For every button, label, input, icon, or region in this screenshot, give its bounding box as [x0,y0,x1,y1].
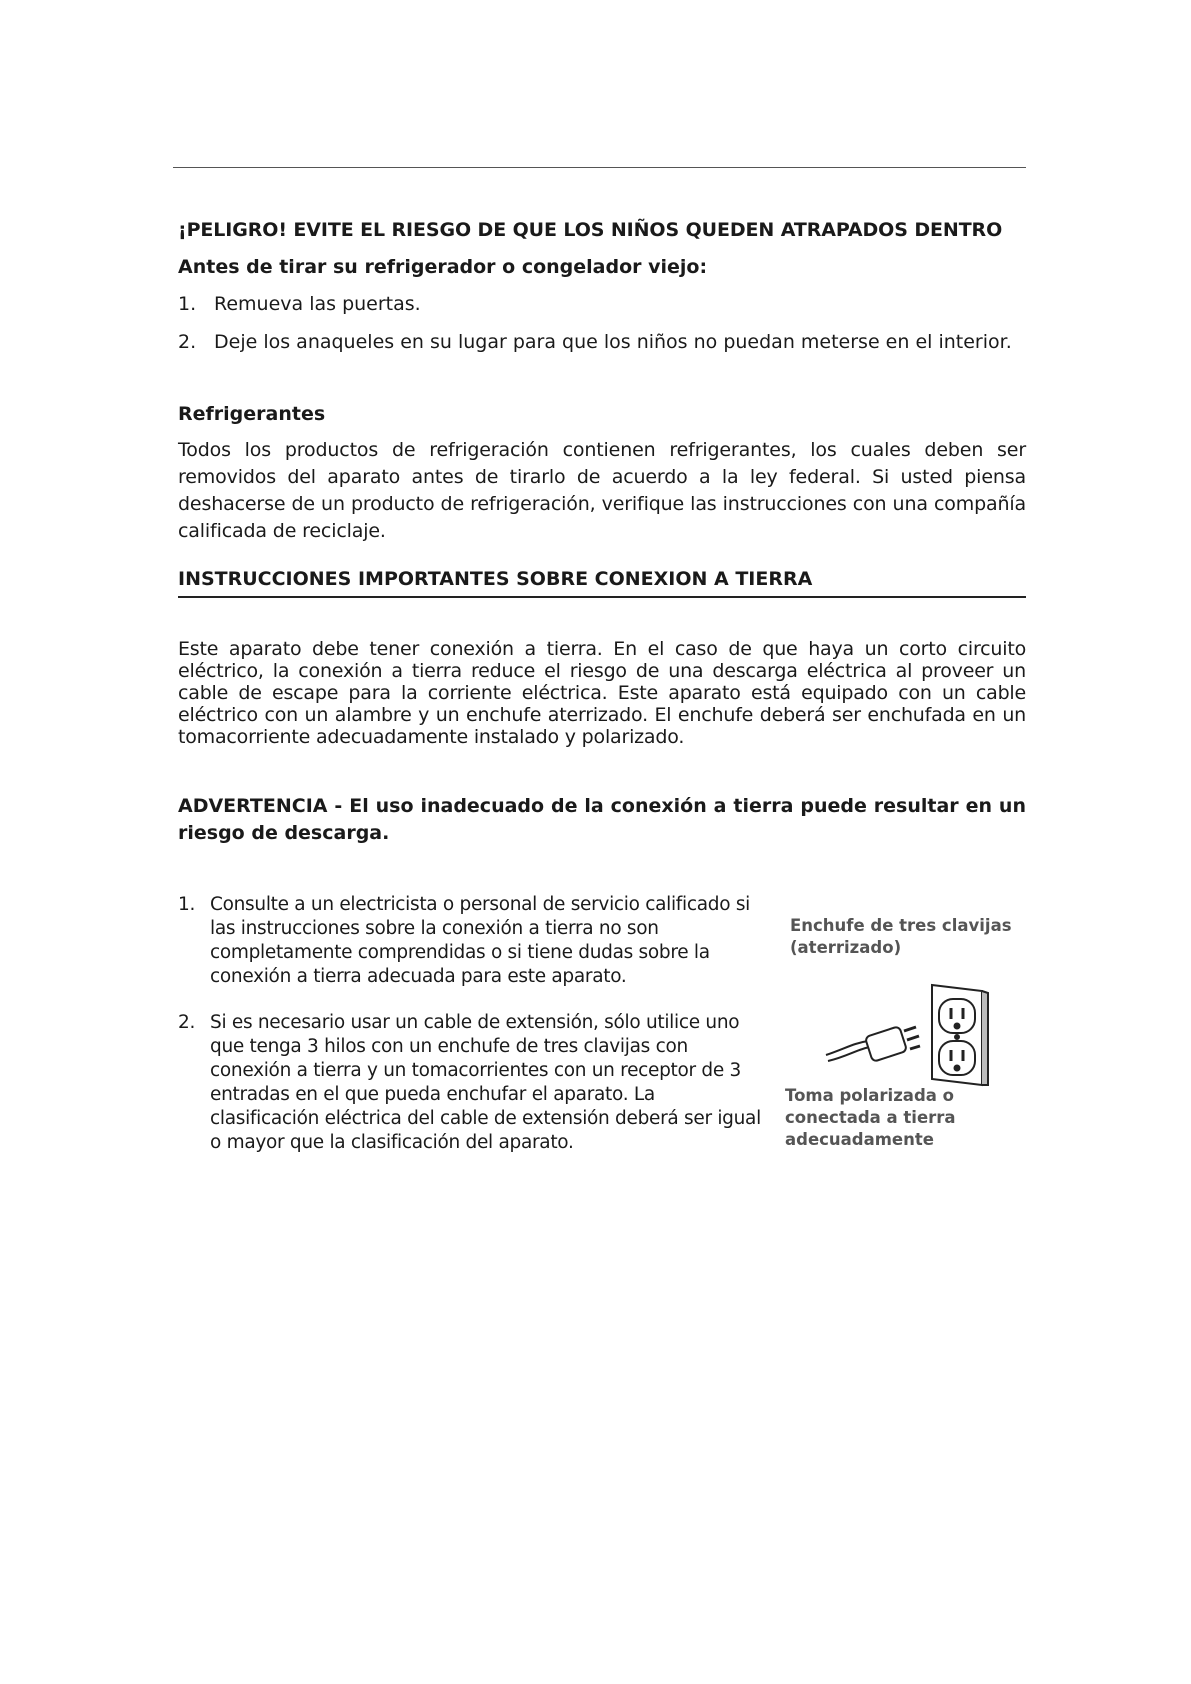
grounding-heading: INSTRUCCIONES IMPORTANTES SOBRE CONEXION A TIERRA [178,568,1026,598]
three-prong-plug-icon [826,1026,920,1062]
top-divider [173,167,1026,168]
list-item-text: Si es necesario usar un cable de extensión, sólo utilice uno que tenga 3 hilos con un enchufe de tres clavijas con conexión a tierra y un tomacorrientes con un receptor de 3 entradas en el que pueda enchufar el aparato. La clasificación eléctrica del cable de extensión deberá ser igual o mayor que la clasificación del aparato. [210,1012,761,1153]
list-item-number: 2. [178,331,197,353]
list-item-number: 1. [178,894,196,915]
list-item-text: Deje los anaqueles en su lugar para que los niños no puedan meterse en el interior. [214,331,1012,353]
grounding-steps-list [178,893,768,1177]
disposal-heading: Antes de tirar su refrigerador o congelador viejo: [178,256,708,278]
danger-heading: ¡PELIGRO! EVITE EL RIESGO DE QUE LOS NIÑOS QUEDEN ATRAPADOS DENTRO [178,219,1003,241]
list-item [178,329,1026,355]
disposal-steps-list [178,291,1026,367]
list-item [178,291,1026,317]
list-item-text: Consulte a un electricista o personal de servicio calificado si las instrucciones sobre la conexión a tierra no son completamente comprendidas o si tiene dudas sobre la conexión a tierra adecuada para este aparato. [210,894,750,987]
grounding-figure [780,915,1030,1175]
outlet-caption: Toma polarizada o conectada a tierra adecuadamente [785,1086,956,1149]
wall-outlet-icon [932,985,988,1085]
list-item [178,893,768,989]
warning-paragraph: ADVERTENCIA - El uso inadecuado de la conexión a tierra puede resultar en un riesgo de descarga. [178,795,1026,844]
outlet-plug-illustration [820,977,990,1087]
list-item [178,1011,768,1155]
list-item-number: 1. [178,293,197,315]
grounding-paragraph: Este aparato debe tener conexión a tierra. En el caso de que haya un corto circuito eléctrico, la conexión a tierra reduce el riesgo de una descarga eléctrica al proveer un cable de escape para la corriente eléctrica. Este aparato está equipado con un cable eléctrico con un alambre y un enchufe aterrizado. El enchufe deberá ser enchufada en un tomacorriente adecuadamente instalado y polarizado. [178,638,1026,748]
refrigerants-paragraph: Todos los productos de refrigeración contienen refrigerantes, los cuales deben ser removidos del aparato antes de tirarlo de acuerdo a la ley federal. Si usted piensa deshacerse de un producto de refrigeración, verifique las instrucciones con una compañía calificada de reciclaje. [178,439,1026,542]
refrigerants-heading: Refrigerantes [178,403,326,425]
list-item-number: 2. [178,1012,196,1033]
list-item-text: Remueva las puertas. [214,293,421,315]
plug-caption: Enchufe de tres clavijas (aterrizado) [790,916,1012,957]
